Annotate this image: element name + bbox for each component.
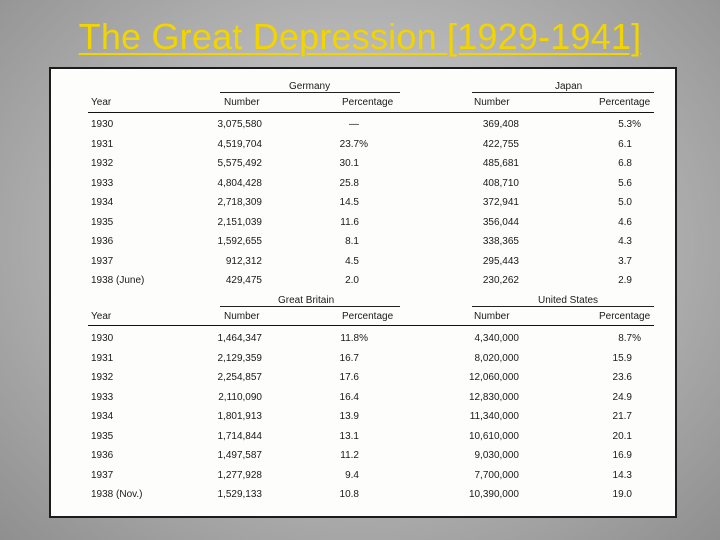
percentage-cell: 11.6	[340, 216, 359, 228]
group-rule-left	[220, 92, 400, 93]
year-cell: 1937	[91, 469, 114, 481]
number-cell: 12,830,000	[468, 391, 519, 403]
header-rule	[88, 325, 654, 326]
header-year: Year	[91, 97, 112, 108]
header-rule	[88, 112, 654, 113]
percentage-cell: 21.7	[612, 411, 632, 422]
year-cell: 1935	[91, 216, 114, 228]
number-cell: 408,710	[482, 177, 519, 189]
percentage-cell: 24.9	[612, 391, 632, 403]
number-cell: 338,365	[482, 236, 519, 247]
year-cell: 1934	[91, 411, 114, 422]
country-label-right: Japan	[555, 81, 583, 92]
country-label-left: Germany	[289, 81, 331, 92]
percentage-cell: 5.0	[618, 197, 632, 208]
number-cell: 2,129,359	[217, 352, 262, 364]
number-cell: 10,390,000	[468, 489, 519, 500]
number-cell: 3,075,580	[217, 119, 262, 130]
number-cell: 1,277,928	[217, 469, 262, 481]
percentage-cell: 14.5	[339, 197, 359, 208]
percentage-cell: 14.3	[612, 469, 632, 481]
number-cell: 11,340,000	[469, 411, 519, 422]
country-label-right: United States	[538, 295, 599, 306]
percentage-cell: 8.1	[345, 236, 359, 247]
year-cell: 1936	[91, 236, 114, 247]
number-cell: 295,443	[482, 255, 519, 267]
number-cell: 7,700,000	[474, 469, 519, 481]
header-percentage-right: Percentage	[599, 97, 651, 108]
number-cell: 10,610,000	[468, 430, 519, 442]
percentage-cell: 5.6	[618, 177, 632, 189]
number-cell: 1,714,844	[217, 430, 262, 442]
percentage-cell: 15.9	[612, 352, 632, 364]
percentage-cell: 25.8	[339, 177, 359, 189]
percentage-cell: 6.8	[618, 158, 632, 169]
year-cell: 1931	[91, 352, 114, 364]
unemployment-table	[49, 67, 677, 518]
year-cell: 1935	[91, 430, 114, 442]
percentage-cell: 3.7	[618, 255, 632, 267]
number-cell: 8,020,000	[474, 352, 519, 364]
number-cell: 2,718,309	[217, 197, 262, 208]
number-cell: 2,110,090	[218, 391, 262, 403]
number-cell: 1,529,133	[217, 489, 262, 500]
percentage-cell: 8.7%	[618, 333, 641, 344]
percentage-cell: 19.0	[612, 489, 632, 500]
number-cell: 1,592,655	[217, 236, 262, 247]
year-cell: 1933	[91, 391, 114, 403]
year-cell: 1936	[91, 450, 114, 461]
year-cell: 1934	[91, 197, 114, 208]
percentage-cell: 4.3	[618, 236, 632, 247]
number-cell: 912,312	[225, 255, 262, 267]
number-cell: 2,254,857	[217, 372, 262, 383]
percentage-cell: 2.9	[618, 275, 632, 286]
percentage-cell: 10.8	[339, 489, 359, 500]
percentage-cell: 11.8%	[340, 333, 368, 344]
number-cell: 356,044	[482, 216, 519, 228]
number-cell: 369,408	[482, 119, 519, 130]
year-cell: 1938 (June)	[91, 275, 145, 286]
number-cell: 4,519,704	[217, 138, 262, 150]
number-cell: 485,681	[482, 158, 519, 169]
percentage-cell: 30.1	[339, 158, 359, 169]
number-cell: 5,575,492	[217, 158, 262, 169]
percentage-cell: 13.1	[339, 430, 359, 442]
percentage-cell: 20.1	[612, 430, 632, 442]
year-cell: 1930	[91, 119, 114, 130]
number-cell: 12,060,000	[468, 372, 519, 383]
group-rule-right	[472, 92, 654, 93]
header-number-left: Number	[224, 311, 260, 322]
year-cell: 1938 (Nov.)	[91, 489, 143, 500]
percentage-cell: 23.7%	[339, 138, 368, 150]
percentage-cell: 5.3%	[618, 119, 641, 130]
country-label-left: Great Britain	[278, 295, 335, 306]
percentage-cell: 6.1	[618, 138, 632, 150]
header-percentage-right: Percentage	[599, 311, 651, 322]
number-cell: 372,941	[482, 197, 519, 208]
group-rule-right	[472, 306, 654, 307]
header-year: Year	[91, 311, 112, 322]
header-number-right: Number	[474, 97, 510, 108]
percentage-cell: 13.9	[339, 411, 359, 422]
header-percentage-left: Percentage	[342, 97, 394, 108]
number-cell: 1,801,913	[217, 411, 262, 422]
number-cell: 230,262	[482, 275, 519, 286]
percentage-cell: 16.4	[339, 391, 359, 403]
percentage-cell: 16.7	[339, 352, 359, 364]
year-cell: 1932	[91, 158, 114, 169]
header-percentage-left: Percentage	[342, 311, 394, 322]
percentage-cell: 9.4	[345, 469, 359, 481]
number-cell: 2,151,039	[217, 216, 262, 228]
year-cell: 1931	[91, 138, 114, 150]
percentage-cell: 4.6	[618, 216, 632, 228]
percentage-cell: 4.5	[345, 255, 359, 267]
number-cell: 1,497,587	[217, 450, 262, 461]
year-cell: 1933	[91, 177, 114, 189]
year-cell: 1932	[91, 372, 114, 383]
header-number-right: Number	[474, 311, 510, 322]
percentage-cell: 16.9	[612, 450, 632, 461]
percentage-cell: 23.6	[612, 372, 632, 383]
number-cell: 429,475	[225, 275, 262, 286]
percentage-cell: —	[349, 119, 359, 130]
year-cell: 1930	[91, 333, 114, 344]
group-rule-left	[220, 306, 400, 307]
slide-title: The Great Depression [1929-1941]	[78, 16, 642, 57]
year-cell: 1937	[91, 255, 114, 267]
header-number-left: Number	[224, 97, 260, 108]
number-cell: 422,755	[482, 138, 519, 150]
percentage-cell: 11.2	[340, 450, 359, 461]
number-cell: 1,464,347	[217, 333, 262, 344]
number-cell: 4,340,000	[474, 333, 519, 344]
number-cell: 4,804,428	[217, 177, 262, 189]
number-cell: 9,030,000	[474, 450, 519, 461]
percentage-cell: 17.6	[339, 372, 359, 383]
percentage-cell: 2.0	[345, 275, 359, 286]
